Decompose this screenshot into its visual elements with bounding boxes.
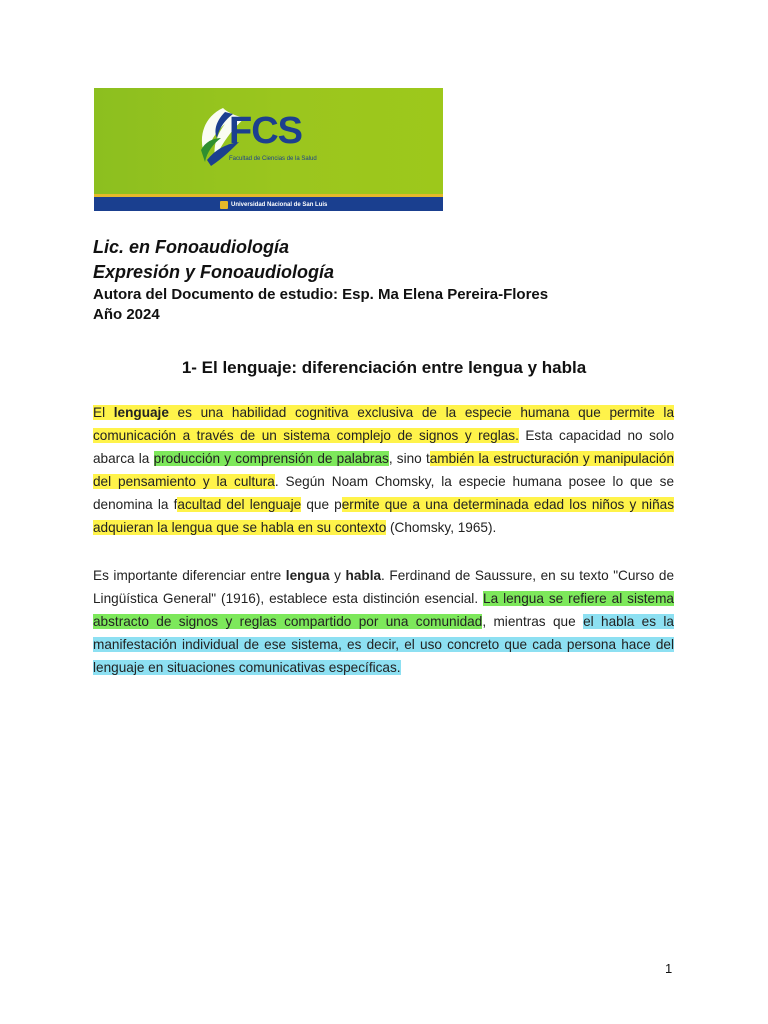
paragraph-2: Es importante diferenciar entre lengua y habla. Ferdinand de Saussure, en su texto "Curso de Lingüística General" (1916), establece esta distinción esencial. La lengua se refiere al sistema abstracto de signos y reglas compartido por una comunidad, mientras que el habla es la manifestación individual de ese sistema, es decir, el uso concreto que cada persona hace del lenguaje en situaciones comunicativas específicas. — [93, 568, 674, 675]
highlight-blue: el habla es la manifestación individual de ese sistema, es decir, el uso concreto que cada persona hace del lenguaje en situaciones comunicativas específicas. — [93, 614, 674, 675]
fcs-logo — [199, 102, 339, 174]
faculty-banner — [94, 88, 443, 211]
author-line: Autora del Documento de estudio: Esp. Ma Elena Pereira-Flores — [93, 286, 549, 303]
section-title: 1- El lenguaje: diferenciación entre lengua y habla — [181, 358, 587, 377]
university-shield-icon — [220, 201, 228, 209]
university-label — [220, 201, 327, 209]
highlight-yellow: acultad del lenguaje — [177, 497, 302, 512]
document-header — [93, 235, 548, 325]
paragraph-1: El lenguaje es una habilidad cognitiva exclusiva de la especie humana que permite la comunicación a través de un sistema complejo de signos y reglas. Esta capacidad no solo abarca la producción y comprensión de palabras, sino también la estructuración y manipulación del pensamiento y la cultura. Según Noam Chomsky, la especie humana posee lo que se denomina la facultad del lenguaje que permite que a una determinada edad los niños y niñas adquieran la lengua que se habla en su contexto (Chomsky, 1965). — [93, 405, 675, 535]
highlight-yellow: ermite que a una determinada edad los niños y niñas adquieran la lengua que se habla en su contexto — [93, 497, 674, 535]
course-title: Expresión y Fonoaudiología — [93, 262, 335, 282]
highlight-green: producción y comprensión de palabras — [153, 451, 389, 466]
year-line: Año 2024 — [93, 306, 160, 323]
highlight-yellow: ambién la estructuración y manipulación del pensamiento y la cultura — [93, 451, 675, 489]
logo-subtitle: Facultad de Ciencias de la Salud — [229, 156, 317, 162]
page-number: 1 — [665, 961, 673, 976]
highlight-green: La lengua se refiere al sistema abstracto de signos y reglas compartido por una comunidad — [93, 591, 674, 629]
university-name: Universidad Nacional de San Luis — [231, 202, 328, 208]
logo-text: FCS — [229, 110, 302, 152]
degree-title: Lic. en Fonoaudiología — [93, 237, 289, 257]
highlight-yellow: El lenguaje es una habilidad cognitiva exclusiva de la especie humana que permite la comunicación a través de un sistema complejo de signos y reglas. — [93, 405, 675, 443]
